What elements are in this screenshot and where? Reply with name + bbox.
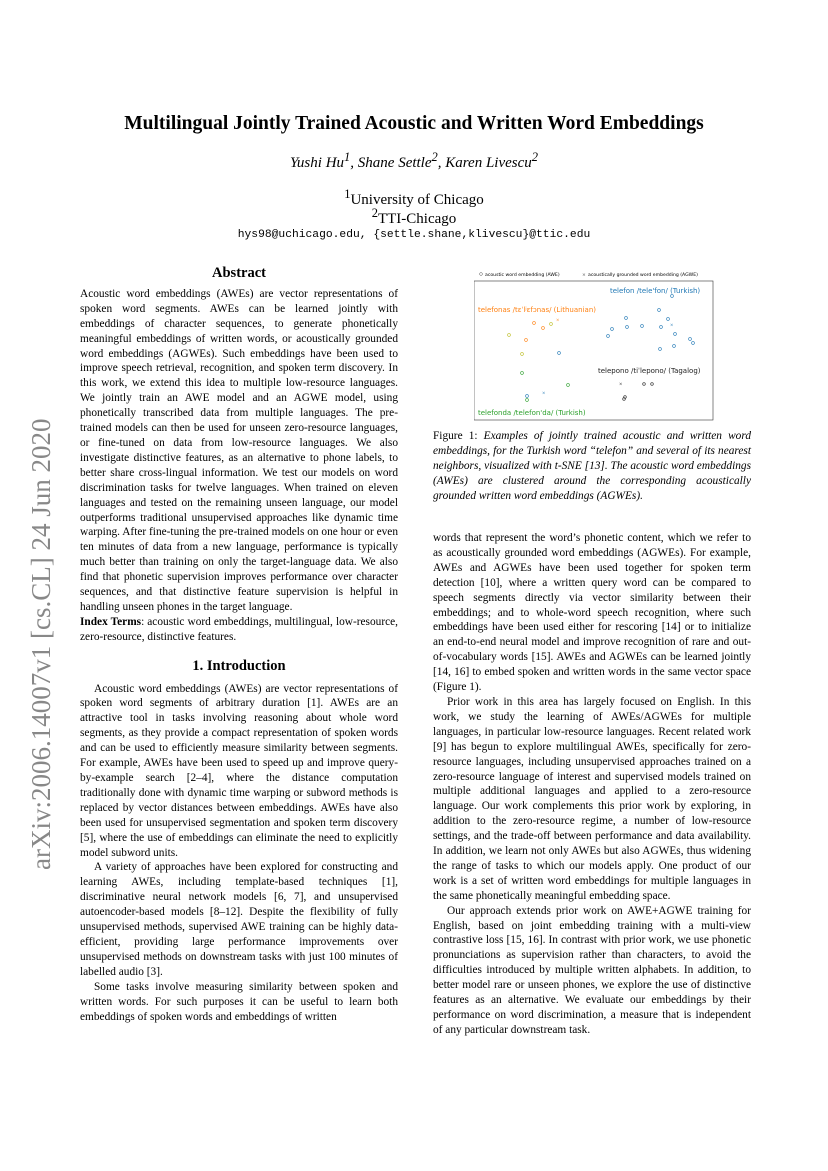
arxiv-stamp (18, 360, 58, 880)
awe-point (625, 317, 628, 320)
author-name: Karen Livescu (445, 155, 532, 171)
awe-point (673, 345, 676, 348)
awe-point (521, 372, 524, 375)
paper-title: Multilingual Jointly Trained Acoustic and Written Word Embeddings (124, 113, 704, 134)
index-terms-text: : acoustic word embeddings, multilingual, low-resource, zero-resource, distinctive features. (80, 615, 399, 643)
affiliation-text: TTI-Chicago (377, 211, 457, 227)
intro-paragraph: A variety of approaches have been explored for constructing and learning AWEs, including template-based techniques [1], discriminative neural network models [6, 7], and unsupervised autoencoder-based models [8–12]. Despite the flexibility of fully unsupervised methods, supervised AWE training can be highly data-efficient, providing large performance improvements over unsupervised methods on downstream tasks with just 100 minutes of labelled audio [3]. (80, 861, 398, 978)
awe-point (651, 383, 654, 386)
affiliation (0, 206, 828, 228)
author-name: Shane Settle (357, 155, 432, 171)
awe-point (525, 339, 528, 342)
caption-label: Figure 1: (433, 430, 484, 442)
awe-point (533, 322, 536, 325)
legend-marker-awe (480, 273, 483, 276)
awe-point (567, 384, 570, 387)
awe-point (660, 326, 663, 329)
legend-marker-agwe: × (582, 273, 586, 278)
awe-point (643, 383, 646, 386)
left-column (80, 266, 398, 1024)
cluster-lithuanian (508, 322, 561, 356)
awe-point (526, 399, 529, 402)
index-terms-label: Index Terms (80, 615, 142, 628)
awe-point (667, 318, 670, 321)
intro-paragraph: Acoustic word embeddings (AWEs) are vector representations of spoken word segments of arbitrary duration [1]. AWEs are an attractive tool in tasks involving reasoning about whole word segments, as they provide a compact representation of spoken words and can be used to efficiently measure similarity between segments. For example, AWEs have been used to speed up and improve query-by-example search [2–4], where the distance computation traditionally done with dynamic time warping or subword methods is replaced by vector distances between embeddings. AWEs have also been used for unsupervised segmentation and spoken term discovery [5], where the use of embeddings can eliminate the need to explicitly model subword units. (80, 682, 398, 859)
awe-point (626, 326, 629, 329)
abstract-text: Acoustic word embeddings (AWEs) are vector representations of spoken word segments. AWEs can be learned jointly with embeddings of character sequences, to generate phonetically meaningful embeddings of written words, or acoustically grounded word embeddings (AGWEs). Such embeddings have been used to improve speech retrieval, recognition, and spoken term discovery. In this work, we extend this idea to multiple low-resource languages. We jointly train an AWE model and an AGWE model, using phonetically transcribed data from multiple languages. The pre-trained models can then be used for unseen zero-resource languages, or fine-tuned on data from low-resource languages. We also investigate distinctive features, as an alternative to phone labels, to better share cross-lingual information. We test our models on word discrimination tasks for twelve languages. When trained on eleven languages and tested on the remaining unseen language, our model outperforms traditional unsupervised approaches like dynamic time warping. After fine-tuning the pre-trained models on one hour or even ten minutes of data from a new language, performance is typically much better than training on only the target-language data. We also find that phonetic supervision improves performance over character sequences, and that distinctive feature supervision is helpful in handling unseen phones in the target language. (80, 287, 398, 613)
author-sup: 1 (344, 150, 351, 164)
affiliation-text: University of Chicago (350, 192, 484, 208)
legend-written: acoustically grounded word embedding (AGWE) (588, 273, 698, 278)
awe-point (542, 327, 545, 330)
label-turkish2: telefonda /telefon'da/ (Turkish) (478, 409, 586, 417)
author-sup: 2 (431, 150, 438, 164)
cluster-tagalog (623, 383, 654, 401)
agwe-point: × (619, 382, 623, 388)
awe-point (611, 328, 614, 331)
body-paragraph: Prior work in this area has largely focused on English. In this work, we study the learning of AWEs/AGWEs for multiple languages, in particular low-resource languages. Recent related work [9] has begun to explore multilingual AWEs, specifically for zero-resource languages, including unsupervised approaches trained on a zero-resource language of interest and supervised models trained on multiple additional languages and applied to a zero-resource language. Our work complements this prior work by exploring, in addition to the zero-resource regime, a number of low-resource settings, and the trade-off between performance and data availability. In addition, we learn not only AWEs but also AGWEs, thus widening the range of tasks to which our models apply. One product of our work is a set of written word embeddings for multiple languages in the same phonetically meaningful embedding space. (433, 695, 751, 902)
cluster-turkish (607, 295, 695, 351)
author-list: Yushi Hu$^1$, Shane Settle$^2$, Karen Livescu$^2$ (289, 150, 539, 171)
awe-point (508, 334, 511, 337)
awe-point (550, 323, 553, 326)
label-turkish: telefon /tele'fon/ (Turkish) (610, 287, 701, 295)
abstract-heading: Abstract (212, 265, 266, 281)
awe-point (558, 352, 561, 355)
awe-point (607, 335, 610, 338)
legend-acoustic: acoustic word embedding (AWE) (485, 273, 560, 278)
awe-point (659, 348, 662, 351)
agwe-point: × (542, 391, 546, 397)
intro-heading: 1. Introduction (192, 657, 286, 674)
index-terms (80, 615, 398, 645)
right-column (433, 531, 751, 1038)
awe-point (526, 395, 529, 398)
awe-point (641, 325, 644, 328)
figure-1 (474, 269, 714, 421)
tsne-plot (474, 269, 714, 421)
affiliation-sup: 1 (344, 187, 351, 201)
author-sup: 2 (531, 150, 539, 164)
agwe-point: × (556, 318, 560, 324)
awe-point (689, 338, 692, 341)
plot-frame (474, 281, 713, 420)
author-emails: hys98@uchicago.edu, {settle.shane,klivescu}@ttic.edu (237, 229, 591, 241)
author-name: Yushi Hu (289, 155, 345, 171)
affiliation-sup: 2 (371, 206, 378, 220)
body-paragraph: words that represent the word’s phonetic content, which we refer to as acoustically grounded word embeddings (AGWEs). For example, AWEs and AGWEs have been used together for spoken term detection [10], where a written query word can be compared to speech segments directly via vector similarity between their embeddings; and to whole-word speech recognition, where such embeddings have been used either for rescoring [14] or to initialize an end-to-end neural model and improve recognition of rare and out-of-vocabulary words [15]. AWEs and AGWEs can be learned jointly [14, 16] to embed spoken and written words in the same vector space (Figure 1). (433, 532, 751, 694)
agwe-point: × (670, 323, 674, 329)
awe-point (674, 333, 677, 336)
figure-caption (433, 429, 751, 504)
awe-point (692, 342, 695, 345)
awe-point (671, 295, 674, 298)
awe-point (658, 309, 661, 312)
body-paragraph: Our approach extends prior work on AWE+AGWE training for English, based on joint embedding training with a multi-view contrastive loss [15, 16]. In contrast with prior work, we use phonetic pronunciations as supervision rather than characters, to avoid the difficulties introduced by multiple written alphabets. In addition, to better model rare or unseen phones, we explore the use of distinctive features as an alternative. We evaluate our embeddings by their performance on word discrimination, a measure that is independent of any particular downstream task. (433, 904, 751, 1036)
arxiv-stamp-text: arXiv:2006.14007v1 [cs.CL] 24 Jun 2020 (26, 418, 56, 870)
label-tagalog: telepono /tiˈlepono/ (Tagalog) (598, 367, 701, 375)
intro-paragraph: Some tasks involve measuring similarity between spoken and written words. For such purposes it can be useful to learn both embeddings of spoken words and embeddings of written (80, 980, 398, 1023)
caption-text: Examples of jointly trained acoustic and written word embeddings, for the Turkish word “telefon” and several of its nearest neighbors, visualized with t-SNE [13]. The acoustic word embeddings (AWEs) are clustered around the corresponding acoustically grounded written word embeddings (AGWEs). (433, 430, 751, 502)
awe-point (521, 353, 524, 356)
label-lithuanian: telefonas /tɛˈlʲɛfɔnas/ (Lithuanian) (478, 306, 596, 314)
